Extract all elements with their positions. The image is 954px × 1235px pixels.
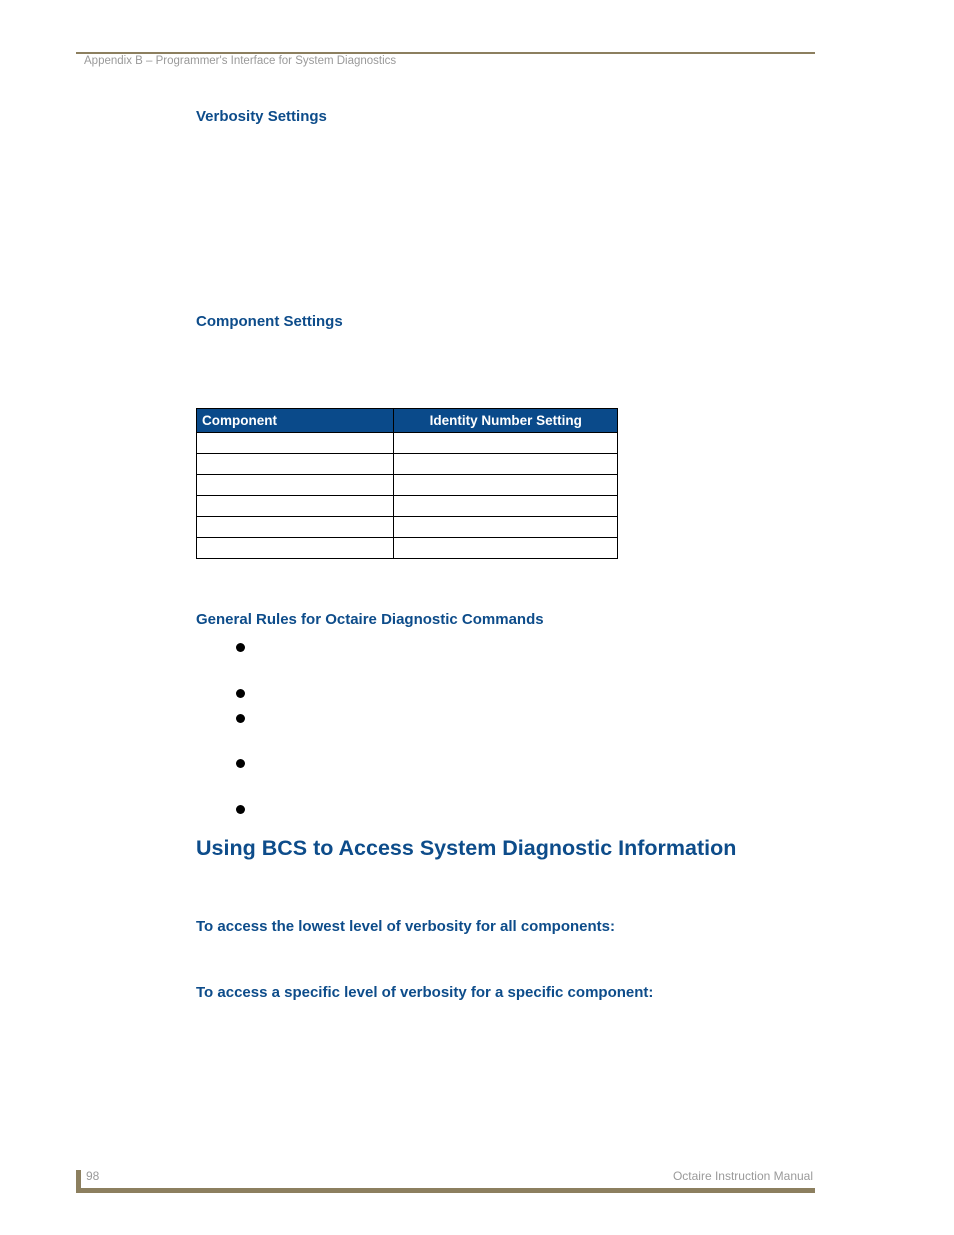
table-header-component: Component: [197, 409, 394, 433]
table-row: [197, 538, 618, 559]
footer-rule: [76, 1188, 815, 1193]
table-cell: [394, 496, 618, 517]
table-row: [197, 454, 618, 475]
running-header: Appendix B – Programmer's Interface for System Diagnostics: [84, 55, 397, 67]
verbosity-settings-heading: Verbosity Settings: [196, 108, 327, 125]
component-table: [196, 408, 618, 559]
table-cell: [197, 517, 394, 538]
table-row: [197, 496, 618, 517]
bullet-icon: [236, 805, 245, 814]
table-cell: [394, 517, 618, 538]
table-cell: [197, 538, 394, 559]
table-cell: [394, 475, 618, 496]
bullet-icon: [236, 643, 245, 652]
table-cell: [197, 454, 394, 475]
general-rules-heading: General Rules for Octaire Diagnostic Commands: [196, 611, 544, 628]
table-cell: [197, 475, 394, 496]
bullet-icon: [236, 759, 245, 768]
table-cell: [197, 433, 394, 454]
bullet-icon: [236, 714, 245, 723]
table-row: [197, 517, 618, 538]
table-header-row: [197, 409, 618, 433]
specific-verbosity-heading: To access a specific level of verbosity for a specific component:: [196, 984, 654, 1001]
component-settings-heading: Component Settings: [196, 313, 343, 330]
header-rule: [76, 52, 815, 54]
manual-title: Octaire Instruction Manual: [672, 1169, 813, 1183]
table-cell: [394, 538, 618, 559]
bullet-icon: [236, 689, 245, 698]
table-cell: [197, 496, 394, 517]
table-header-identity-number: Identity Number Setting: [394, 409, 618, 433]
table-row: [197, 475, 618, 496]
table-cell: [394, 433, 618, 454]
lowest-verbosity-heading: To access the lowest level of verbosity for all components:: [196, 918, 616, 935]
table-row: [197, 433, 618, 454]
bcs-section-heading: Using BCS to Access System Diagnostic Information: [196, 836, 737, 860]
page-number: 98: [86, 1169, 100, 1183]
table-cell: [394, 454, 618, 475]
